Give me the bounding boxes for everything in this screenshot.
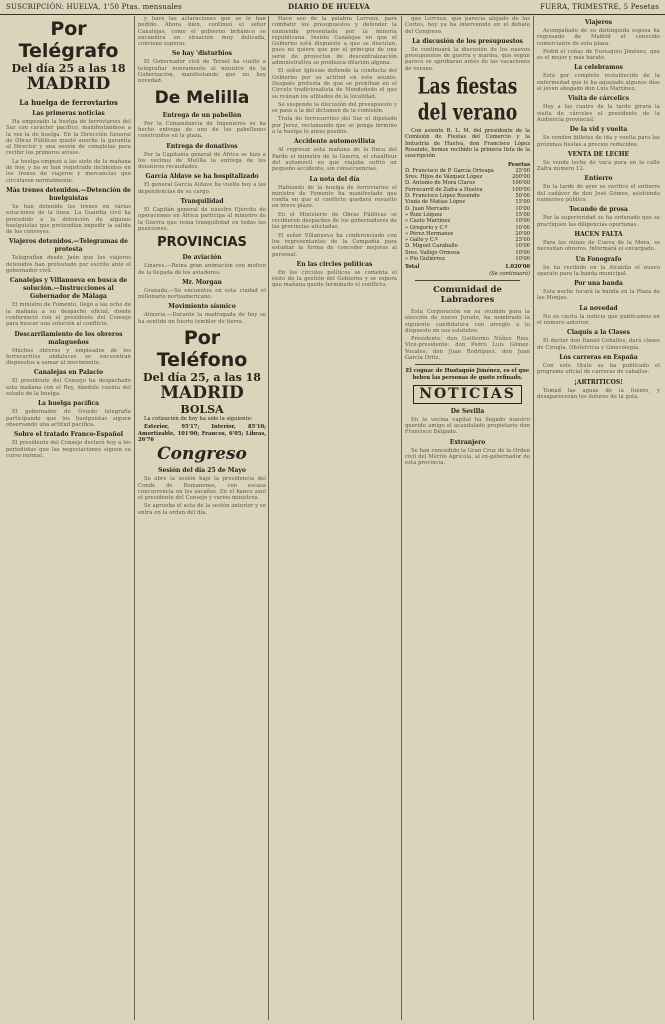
subheading: Un Fonografo (575, 255, 622, 263)
subheading: VENTA DE LECHE (567, 150, 630, 158)
subheading: Más trenes detenidos.—Detención de huelguistas (6, 186, 131, 202)
donor-name: » Pio Gutiérrez (405, 256, 445, 263)
subheading: Viajeros (584, 19, 613, 26)
donor-amount: 20'00 (515, 230, 530, 237)
article-body: Hoy a las cuatro de la tarde girará la visita de cárceles el presidente de la Audiencia provincial. (537, 104, 660, 123)
subheading: Canalejas y Villanueva en busca de solución.—Instrucciones al Gobernador de Málaga (9, 277, 128, 301)
article-body: El presidente del Consejo declaró hoy a los periodistas que las negociaciones siguen su curso normal. (6, 440, 131, 459)
article-body: Ha empezado la huelga de ferroviarios del Sur con carácter pacífico, manifestándose a la vez la de huelga. En la Dirección General de Obras Públicas quedó anoche la garantía al Director y una sesión de completas para recibir los primeros avisos. (6, 119, 131, 157)
telefono-heading: Por Teléfono (156, 327, 248, 372)
donor-list (405, 168, 530, 262)
article-body: En la vecina capital ha llegado nuestro querido amigo el acaudalado propietario don Francisco Delgado. (405, 416, 530, 436)
masthead-subscription: SUSCRIPCIÓN: HUELVA, 1'50 Ptas. mensuales (6, 3, 182, 11)
donor-amount: 25'00 (515, 237, 530, 244)
total-label: Total (405, 264, 420, 271)
article-body: Por la superioridad se ha ordenado que se practiquen las diligencias oportunas. (537, 215, 660, 228)
article-body: Se han detenido los trenes en varias estaciones de la línea. La Guardia civil ha procedido a la detención de algunos huelguistas que pretendían impedir la salida de los convoyes. (6, 203, 131, 236)
article-body: Linares.—Reina gran animación con motivo de la llegada de los aviadores. (138, 263, 266, 276)
donor-amount: 200'00 (512, 174, 530, 181)
article-body: Esta noche tocará la banda en la Plaza de las Monjas. (537, 289, 660, 302)
donor-amount: 50'00 (515, 193, 530, 200)
column-1 (6, 16, 131, 1024)
dateline: Del día 25, a las 18 (143, 371, 261, 385)
donor-name: Sres. Vallejo Ormosa (405, 249, 460, 256)
subheading: Entrega de un pabellón (162, 111, 242, 119)
section-divider (415, 280, 520, 281)
column-2 (138, 16, 266, 1024)
subheading: Se hay 'disturbios (172, 50, 232, 58)
subheading: Accidente automovilista (293, 138, 376, 146)
article-body: En la tarde de ayer se verificó el entierro del cadáver de don José Gómez, asistiendo numeroso público. (537, 184, 660, 204)
fiestas-heading: Las fiestas del verano (417, 74, 518, 127)
subheading: La discusión de los presupuestos (412, 37, 523, 45)
article-body: Se vende leche de vaca pura en la calle Zafra número 12. (537, 159, 660, 173)
column-rule (401, 16, 402, 1020)
article-body: Al regresar esta mañana de la finca del Pardo el ministro de la Guerra, el chauffeur del automóvil en que viajaba sufrió un pequeño accidente, sin consecuencias. (272, 147, 397, 173)
donor-amount: 10'00 (515, 218, 530, 225)
article-body: En los círculos políticos se comenta el éxito de la gestión del Gobierno y se espera que mañana quede terminado el conflicto. (272, 269, 397, 289)
bolsa-values: Exterior, 95'17; Interior, 85'10; Amortizable, 101'00; Francos, 6'05; Libras, 26'76 (138, 424, 266, 443)
article-body: Para las minas de Cueva de la Mora, se necesitan obreros. Informará el encargado. (537, 239, 660, 253)
article-body: Granada.—Se encuentra en esta ciudad el millonario norteamericano. (138, 287, 266, 301)
donor-name: » Casto Martínez (405, 218, 451, 225)
article-body: Acompañado de su distinguida esposa ha regresado de Madrid el conocido comerciante de esta plaza. (537, 28, 660, 47)
subheading: Los carreras en España (559, 353, 638, 361)
article-body: El Capitán general de nuestro Ejército de operaciones en África participa al ministro de la Guerra que reina tranquilidad en todas las posiciones. (138, 207, 266, 232)
article-body: Esta Corporación en su reunión para la elección de nuevo Jurado, ha nombrado la siguiente candidatura con arreglo a lo dispuesto en sus estatutos. (405, 308, 530, 334)
section-divider (415, 364, 520, 365)
article-body: Hablando de la huelga de ferroviarios el ministro de Fomento ha manifestado que confía en que el conflicto quedará resuelto en breve plazo. (272, 184, 397, 210)
continuara-note: (Se continuará) (489, 270, 530, 277)
subheading: Entrega de donativos (166, 142, 238, 150)
article-body: Se ha recibido en la Alcaldía el nuevo aparato para la banda municipal. (537, 264, 660, 277)
subheading: Movimiento sísmico (168, 303, 236, 311)
article-body: El general García Aldave ha vuelto hoy a las dependencias de su cargo. (138, 182, 266, 195)
article-body: Se continuará la discusión de los nuevos presupuestos de guerra y marina, que según parece se aprobarán antes de las vacaciones de verano. (405, 46, 530, 72)
article-body: Presidente: don Guillermo Núñez Ríos. Vice-presidente: don Pedro Luis Gómez. Vocales: don Juan Rodríguez, don Juan García Ortiz. (405, 336, 530, 361)
column-rule (134, 16, 135, 1020)
subheading: Entierro (584, 175, 613, 183)
article-body: Se suspende la discusión del presupuesto y se pasa a la del dictamen de la comisión. (272, 101, 397, 115)
donor-name: Sres. Hijos de Vázquez López (405, 174, 483, 181)
masthead-title: DIARIO DE HUELVA (288, 2, 370, 11)
article-body: El presidente del Consejo ha despachado esta mañana con el Rey, dándole cuenta del estado de la huelga. (6, 378, 131, 398)
column-3 (272, 16, 397, 1024)
noticias-heading: NOTICIAS (413, 385, 522, 404)
article-body: Muchos obreros y empleados de los ferrocarriles andaluces se encuentran dispuestos a sumar al movimiento. (6, 347, 131, 367)
provincias-heading: PROVINCIAS (157, 235, 247, 251)
donor-amount: 10'00 (515, 249, 530, 256)
article-body: El señor Villanueva ha conferenciado con los representantes de la Compañía para estudiar la forma de conceder mejoras al personal. (272, 232, 397, 258)
donor-name: D. Miguel Caraballo (405, 243, 458, 250)
article-body: Se venden billetes de ida y vuelta para las próximas fiestas a precios reducidos. (537, 135, 660, 148)
bolsa-heading: BOLSA (180, 403, 224, 417)
article-body: Pedid el coñac de Eustaquio Jiménez, que es el mejor y más barato. (537, 48, 660, 62)
article-body: Tomad las aguas de la fuente, y desaparecerán los dolores de la gota. (537, 387, 660, 400)
subheading: Descarrilamiento de los obreros malagueños (14, 330, 123, 346)
city-heading: MADRID (26, 74, 111, 94)
subheading: La novedad (579, 304, 618, 312)
melilla-heading: De Melilla (154, 87, 250, 108)
column-4 (405, 16, 530, 1024)
article-body: Por la Comandancia de Ingenieros se ha hecho entrega de uno de los pabellones construidos en la plaza. (138, 120, 266, 140)
subheading: Por una banda (574, 280, 623, 288)
article-body: El gobernador de Oviedo telegrafía participando que los huelguistas siguen observando una actitud pacífica. (6, 409, 131, 428)
cognac-ad: El cognac de Hustaquio Jiménez, es el que beben las personas de gusto refinado. (405, 368, 530, 381)
donor-amount: 15'00 (515, 199, 530, 206)
subheading: Tranquilidad (180, 198, 224, 206)
article-body: Con este título se ha publicado el programa oficial de carreras de caballos. (537, 362, 660, 376)
subheading: Sobre el tratado Franco-Español (14, 431, 123, 439)
subheading: De la vid y vuelta (569, 126, 628, 134)
article-body: No es cierta la noticia que publicamos en el número anterior. (537, 313, 660, 327)
subscription-intro: Con asiento B. L. M. del presidente de la Comisión de Fiestas del Comercio y la Industria de Huelva, don Francisco López Rosendo, hemos recibido la primera lista de la suscripción (405, 128, 530, 160)
donor-amount: 10'00 (515, 243, 530, 250)
donor-name: » Gregorio y C.º (405, 224, 448, 231)
donor-amount: 25'00 (515, 167, 530, 174)
article-body: Por la Capitanía general de África se hizo a los vecinos de Melilla la entrega de los donativos recaudados. (138, 151, 266, 171)
article-body: Telegrafían desde Jaén que los viajeros detenidos han protestado por escrito ante el gobernador civil. (6, 255, 131, 275)
article-title: La huelga de ferroviarios (19, 98, 118, 107)
article-body: Se abre la sesión bajo la presidencia del Conde de Romanones, con escasa concurrencia en los escaños. En el banco azul el presidente del Consejo y varios ministros. (138, 476, 266, 502)
subheading: Claquis a la Clases (567, 329, 630, 337)
subheading: Mr. Morgan (182, 278, 222, 286)
donor-name: Viuda de Matías López (405, 199, 466, 206)
article-body: El Gobernador civil de Teruel ha vuelto a telegrafiar nuevamente al ministro de la Gobernación, manifestando que no hay novedad. (138, 59, 266, 85)
subheading: Canalejas en Palacio (33, 369, 104, 377)
bolsa-intro: La cotización de hoy ha sido la siguiente: (144, 416, 253, 423)
article-body: Almería.—Durante la madrugada de hoy se ha sentido un fuerte temblor de tierra. (138, 312, 266, 325)
article-body: La huelga empezó a las siete de la mañana de hoy, y no se han registrado incidentes en los trenes de viajeros y mercancías que circularon normalmente. (6, 158, 131, 184)
masthead (0, 0, 665, 15)
donor-row (405, 256, 530, 262)
subheading: Extranjero (449, 438, 486, 446)
article-body: y hará las aclaraciones que se le han pedido. Ahora bien, continuó el señor Canalejas, como el gobierno británico se encuentra en situación muy delicada, conviene esperar. (138, 16, 266, 48)
city-heading: MADRID (160, 383, 244, 404)
donor-name: D. Antonio de Mora Claros (405, 180, 476, 187)
donor-name: D. Juan Mercado (405, 205, 450, 212)
subheading: La celebramos (574, 64, 623, 72)
donor-amount: 10'00 (515, 256, 530, 263)
subheading: Visita de cárcelics (567, 95, 630, 103)
subheading: En las circles políticas (296, 260, 373, 268)
total-value: 1.020'00 (504, 264, 530, 271)
subheading: Viajeros detenidos.—Telegramas de protesta (9, 238, 128, 254)
subheading: De aviación (182, 254, 222, 262)
donor-name: D. Francisco López Rosendo (405, 193, 480, 200)
article-body: Trata de ferrocarriles del Sur el diputado por Jerez, reclamando que se ponga término a la huelga lo antes posible. (272, 116, 397, 136)
dateline: Del día 25 a las 18 (11, 62, 126, 75)
article-body: El doctor don Daniel Ceballos, dará clases de Cirugía, Obstetricia y Ginecología. (537, 338, 660, 351)
column-5 (537, 16, 660, 1024)
donor-name: » Pérez Hermanos (405, 230, 454, 237)
article-body: El señor Iglesias defiende la conducta del Gobierno por su actitud en este asunto. Después protesta de que se prohíban en el Círculo tradicionalista de Mondoñedo el que se reúnan los afiliados de la localidad. (272, 68, 397, 100)
article-body: Está por completo restablecido de la enfermedad que le ha aquejado algunos días el joven abogado don Luis Martínez. (537, 73, 660, 93)
subheading: Tocando de prosa (569, 206, 628, 214)
donor-amount: 10'00 (515, 224, 530, 231)
article-body: Hace uso de la palabra Lerroux, para combatir los presupuestos y defender la enmienda presentada por la minoría republicana. Insiste Canalejas en que el Gobierno está dispuesto a que se discutan, pues no quiere que por el principio de una serie de proyectos de descentralización administrativa se produzca dilación alguna. (272, 16, 397, 67)
section-heading: Por Telégrafo (18, 18, 119, 62)
column-rule (268, 16, 269, 1020)
donor-name: D. Francisco de P. García Orteaga (405, 167, 494, 174)
article-body: En el Ministerio de Obras Públicas se recibieron despachos de los gobernadores de las provincias afectadas. (272, 211, 397, 231)
article-body: Se aprueba el acta de la sesión anterior y se entra en la orden del día. (138, 503, 266, 516)
congreso-heading: Congreso (157, 444, 247, 465)
donor-amount: 100'00 (512, 186, 530, 193)
subheading: HACEN FALTA (574, 230, 623, 238)
donor-amount: 15'00 (515, 211, 530, 218)
donor-name: Ferrocarril de Zafra a Huelva (405, 186, 483, 193)
article-body: que Lerroux, que parecía alejado de las Cortes, hoy ya ha intervenido en el debate del Congreso. (405, 16, 530, 35)
subheading: La huelga pacífica (37, 400, 100, 408)
donor-name: » Gallo y C.º (405, 237, 438, 244)
column-rule (533, 16, 534, 1020)
masthead-price: FUERA, TRIMESTRE, 5 Pesetas (540, 3, 659, 11)
subheading: Las primeras noticias (32, 110, 105, 117)
subheading: ¡ARTRITICOS! (574, 378, 623, 386)
donor-name: » Ruiz Lóquez (405, 211, 443, 218)
subheading: Sesión del día 25 de Mayo (158, 467, 246, 475)
comunidad-heading: Comunidad de Labradores (433, 284, 502, 305)
donor-amount: 10'00 (515, 205, 530, 212)
subheading: De Sevilla (450, 407, 485, 415)
article-body: Se han concedido la Gran Cruz de la Orden civil del Mérito Agrícola, al ex-gobernador de esta provincia. (405, 447, 530, 467)
subheading: La nota del día (309, 175, 360, 183)
donor-amount: 100'00 (512, 180, 530, 187)
article-body: El ministro de Fomento, llegó a las ocho de la mañana a su despacho oficial, donde conferenció con el presidente del Consejo para buscar una solución al conflicto. (6, 302, 131, 328)
pesetas-label: Pesetas (508, 161, 530, 168)
subheading: García Aldave se ha hospitalizado (145, 173, 259, 181)
